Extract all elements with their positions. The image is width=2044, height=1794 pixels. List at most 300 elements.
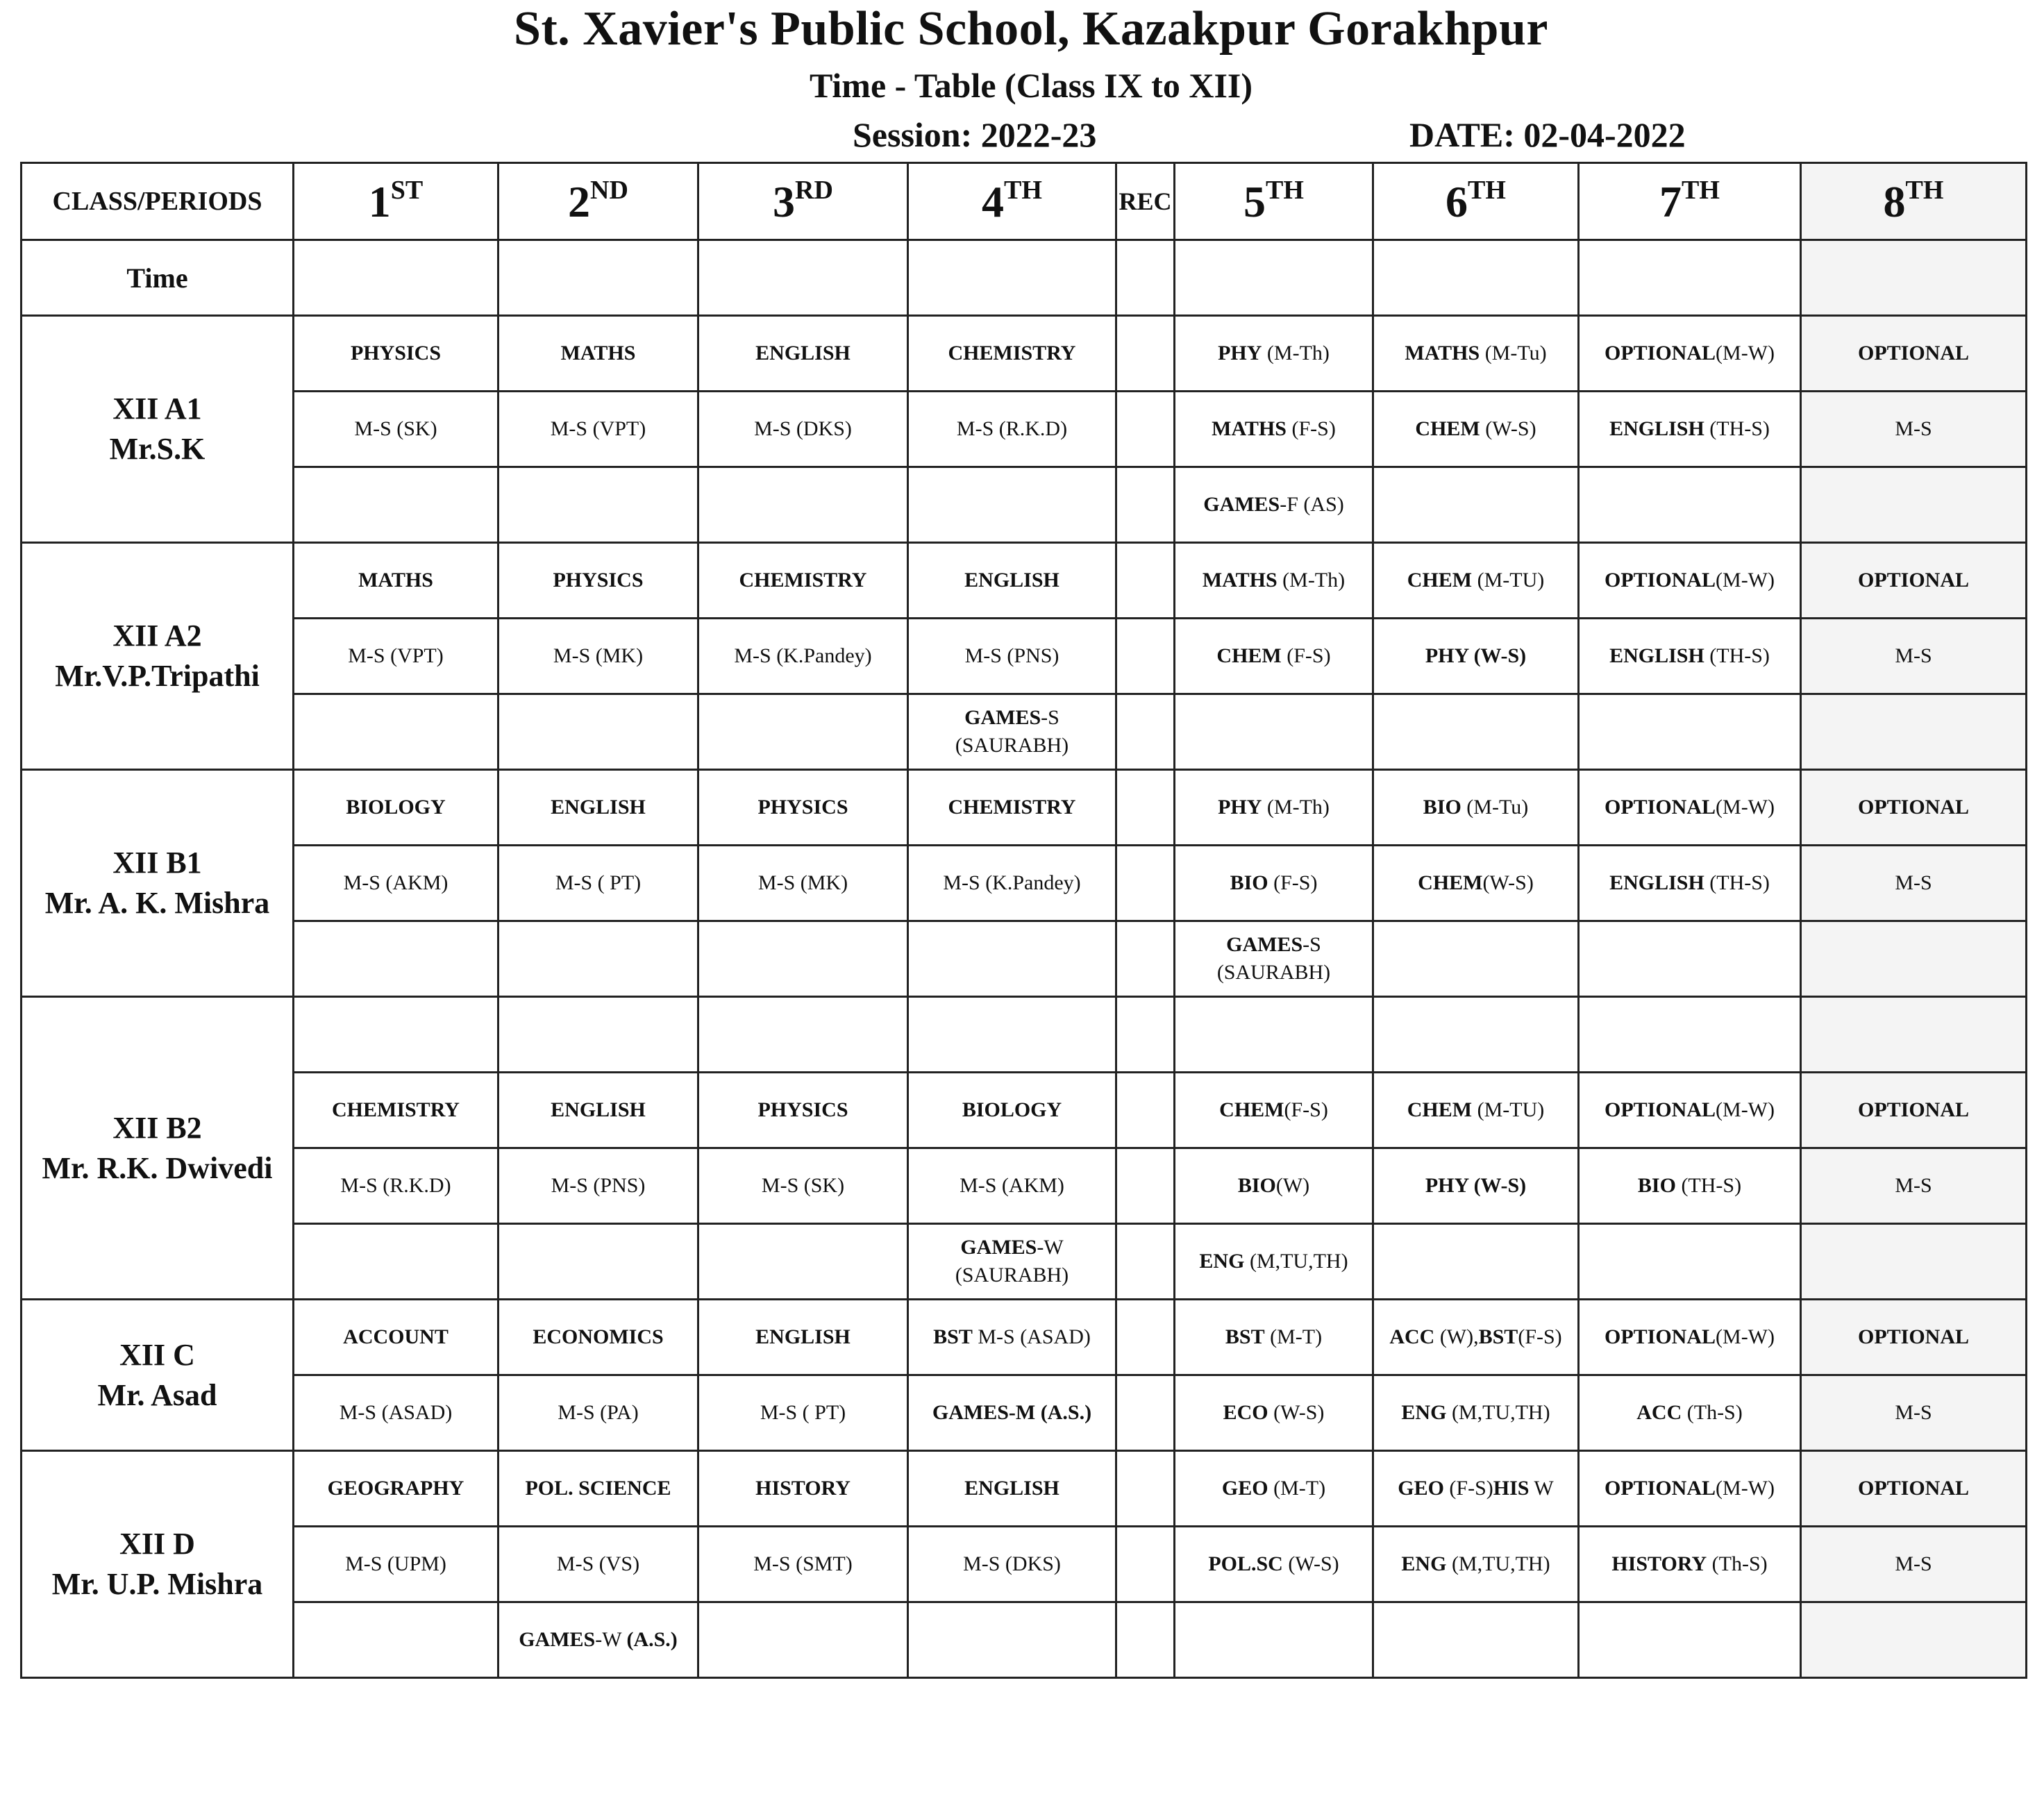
recess-cell — [1116, 1300, 1175, 1375]
subject-text: BST — [933, 1325, 973, 1348]
period-cell — [499, 997, 698, 1073]
class-name: XII C — [119, 1337, 195, 1372]
period-cell — [698, 543, 908, 619]
detail-text: M-S (SMT) — [753, 1552, 853, 1575]
period-cell — [1175, 1451, 1373, 1527]
subject-text: ENGLISH — [1609, 871, 1704, 894]
subject-text: OPTIONAL — [1857, 796, 1970, 819]
period-cell — [294, 1300, 499, 1375]
detail-text: (W) — [1275, 1174, 1310, 1197]
period-cell — [294, 997, 499, 1073]
period-cell — [1579, 770, 1801, 846]
subject-text: ENGLISH — [551, 1098, 646, 1121]
subject-text: GAMES — [1203, 493, 1280, 516]
period-cell — [499, 543, 698, 619]
period-cell — [1801, 1527, 2027, 1602]
detail-text: M-S — [1895, 644, 1932, 667]
class-slot-row — [22, 316, 2027, 392]
class-slot-row — [22, 694, 2027, 770]
detail-text: M-S (VS) — [556, 1552, 640, 1575]
subject-text: MATHS — [1405, 342, 1480, 364]
detail-text: M-S (MK) — [553, 644, 644, 667]
period-cell — [1579, 1224, 1801, 1300]
period-cell — [1373, 619, 1579, 694]
period-cell — [698, 1148, 908, 1224]
period-cell — [908, 619, 1116, 694]
period-cell — [499, 1224, 698, 1300]
subject-text: MATHS — [1212, 417, 1287, 440]
period-cell — [1175, 921, 1373, 997]
period-cell — [1373, 1073, 1579, 1148]
period-cell — [1801, 846, 2027, 921]
detail-text: (W), — [1434, 1325, 1479, 1348]
subject-text: CHEM — [1216, 644, 1282, 667]
period-cell — [294, 392, 499, 467]
subject-text: PHY (W-S) — [1425, 1174, 1527, 1197]
recess-cell — [1116, 1602, 1175, 1678]
period-cell — [1579, 1602, 1801, 1678]
period-7-header: 7TH — [1579, 163, 1801, 240]
recess-cell — [1116, 1073, 1175, 1148]
period-cell — [294, 1224, 499, 1300]
subject-text: CHEM — [1407, 569, 1473, 592]
period-cell — [908, 316, 1116, 392]
subject-text: CHEM — [1415, 417, 1480, 440]
period-cell — [908, 997, 1116, 1073]
subject-text: PHYSICS — [757, 1098, 848, 1121]
timetable-body — [22, 316, 2027, 1678]
class-slot-row — [22, 997, 2027, 1073]
recess-cell — [1116, 316, 1175, 392]
detail-text: (F-S) — [1518, 1325, 1562, 1348]
subject-text: GEO — [1221, 1477, 1268, 1500]
recess-cell — [1116, 543, 1175, 619]
period-2-header: 2ND — [499, 163, 698, 240]
detail-text: W — [1529, 1477, 1554, 1500]
period-cell — [1373, 1224, 1579, 1300]
period-cell — [1175, 543, 1373, 619]
detail-text: (W-S) — [1268, 1401, 1325, 1424]
period-cell — [698, 770, 908, 846]
period-cell — [1175, 997, 1373, 1073]
period-cell — [908, 1073, 1116, 1148]
detail-text: M-S (ASAD) — [339, 1401, 453, 1424]
subject-text: OPTIONAL — [1605, 342, 1716, 364]
subject-text: ENGLISH — [964, 569, 1059, 592]
period-cell — [1175, 1602, 1373, 1678]
subject-text: ENGLISH — [755, 1325, 851, 1348]
detail-text: M-S — [1895, 417, 1932, 440]
time-label: Time — [22, 240, 294, 316]
subject-text: HIS — [1493, 1477, 1530, 1500]
period-header-row — [22, 163, 2027, 240]
recess-header: REC — [1116, 163, 1175, 240]
period-cell — [698, 921, 908, 997]
subject-text: ENGLISH — [1609, 417, 1704, 440]
subject-text: CHEM — [1418, 871, 1483, 894]
period-cell — [908, 1375, 1116, 1451]
detail-text: (M-W) — [1716, 1098, 1775, 1121]
period-4-header: 4TH — [908, 163, 1116, 240]
period-cell — [908, 1300, 1116, 1375]
class-name: XII D — [119, 1527, 195, 1561]
class-name: XII B2 — [112, 1110, 202, 1145]
period-cell — [1801, 543, 2027, 619]
period-cell — [1175, 467, 1373, 543]
subject-text: BIO — [1230, 871, 1268, 894]
timetable — [20, 162, 2027, 1679]
period-cell — [1373, 1527, 1579, 1602]
recess-cell — [1116, 921, 1175, 997]
subject-text: HISTORY — [755, 1477, 851, 1500]
detail-text: (M,TU,TH) — [1446, 1401, 1550, 1424]
period-cell — [698, 1300, 908, 1375]
period-cell — [1801, 1375, 2027, 1451]
period-cell — [1801, 1224, 2027, 1300]
period-cell — [908, 392, 1116, 467]
period-cell — [698, 619, 908, 694]
subject-text: GAMES-M (A.S.) — [932, 1401, 1092, 1424]
period-cell — [294, 619, 499, 694]
subject-text: BIOLOGY — [346, 796, 446, 819]
session-label: Session: 2022-23 — [853, 115, 1097, 154]
recess-cell — [1116, 846, 1175, 921]
period-cell — [499, 1300, 698, 1375]
period-cell — [698, 694, 908, 770]
detail-text: M-S (AKM) — [343, 871, 449, 894]
period-cell — [1801, 316, 2027, 392]
period-cell — [294, 846, 499, 921]
class-slot-row — [22, 467, 2027, 543]
detail-text: (W-S) — [1282, 1552, 1339, 1575]
period-cell — [294, 543, 499, 619]
class-teacher: Mr. R.K. Dwivedi — [42, 1150, 273, 1185]
class-teacher: Mr.S.K — [109, 432, 206, 466]
period-cell — [499, 467, 698, 543]
period-cell — [1175, 770, 1373, 846]
class-slot-row — [22, 1602, 2027, 1678]
period-cell — [1579, 694, 1801, 770]
period-cell — [698, 1602, 908, 1678]
period-cell — [1579, 1451, 1801, 1527]
time-cell — [499, 240, 698, 316]
class-slot-row — [22, 1451, 2027, 1527]
detail-text: (TH-S) — [1704, 871, 1770, 894]
period-cell — [1175, 694, 1373, 770]
recess-cell — [1116, 1527, 1175, 1602]
period-cell — [698, 1224, 908, 1300]
subject-text: GAMES — [1226, 933, 1303, 956]
period-cell — [1175, 316, 1373, 392]
time-cell — [294, 240, 499, 316]
subject-text: OPTIONAL — [1605, 569, 1716, 592]
class-name: XII A2 — [112, 619, 202, 653]
period-cell — [1801, 694, 2027, 770]
recess-cell — [1116, 467, 1175, 543]
class-slot-row — [22, 1375, 2027, 1451]
subject-text: ENGLISH — [1609, 644, 1704, 667]
detail-text: (F-S) — [1284, 1098, 1328, 1121]
recess-cell — [1116, 392, 1175, 467]
detail-text: (F-S) — [1286, 417, 1336, 440]
period-cell — [1373, 770, 1579, 846]
period-cell — [1373, 1300, 1579, 1375]
subject-text: ACC — [1389, 1325, 1435, 1348]
subject-text: ECO — [1223, 1401, 1268, 1424]
detail-text: (M-W) — [1716, 342, 1775, 364]
detail-text: (M-T) — [1268, 1477, 1326, 1500]
period-cell — [1801, 1300, 2027, 1375]
detail-text: (TH-S) — [1675, 1174, 1742, 1197]
period-cell — [294, 316, 499, 392]
detail-text: (M-Tu) — [1480, 342, 1547, 364]
period-cell — [1373, 997, 1579, 1073]
period-cell — [1579, 997, 1801, 1073]
class-slot-row — [22, 1300, 2027, 1375]
period-cell — [1579, 1073, 1801, 1148]
school-name: St. Xavier's Public School, Kazakpur Gorakhpur — [514, 2, 1548, 56]
subject-text: HISTORY — [1611, 1552, 1707, 1575]
detail-text: M-S (UPM) — [345, 1552, 446, 1575]
subject-text: CHEM — [1407, 1098, 1473, 1121]
subject-text: ENGLISH — [755, 342, 851, 364]
recess-cell — [1116, 770, 1175, 846]
corner-label: CLASS/PERIODS — [22, 163, 294, 240]
detail-text: (F-S) — [1281, 644, 1331, 667]
period-cell — [1579, 1527, 1801, 1602]
recess-cell — [1116, 1451, 1175, 1527]
detail-text: M-S (PNS) — [964, 644, 1059, 667]
period-cell — [1801, 1073, 2027, 1148]
detail-text: M-S ( PT) — [760, 1401, 846, 1424]
detail-text: (M-W) — [1716, 1325, 1775, 1348]
subject-text: CHEMISTRY — [332, 1098, 460, 1121]
period-cell — [698, 316, 908, 392]
period-cell — [698, 1375, 908, 1451]
time-cell — [1175, 240, 1373, 316]
subject-text: ENG — [1401, 1552, 1447, 1575]
time-cell — [698, 240, 908, 316]
period-cell — [1373, 694, 1579, 770]
detail-text: (M-Th) — [1262, 796, 1330, 819]
period-cell — [1373, 1148, 1579, 1224]
period-cell — [1175, 392, 1373, 467]
detail-text: (M-TU) — [1472, 569, 1545, 592]
subject-text: GEO — [1398, 1477, 1444, 1500]
subject-text: GAMES — [519, 1628, 596, 1651]
detail-text: M-S (PNS) — [551, 1174, 646, 1197]
period-8-header: 8TH — [1801, 163, 2027, 240]
period-cell — [1579, 846, 1801, 921]
subject-text: BST — [1478, 1325, 1518, 1348]
period-cell — [908, 694, 1116, 770]
detail-text: M-S (DKS) — [963, 1552, 1061, 1575]
period-cell — [1579, 619, 1801, 694]
detail-text: (SAURABH) — [1216, 961, 1331, 984]
period-cell — [1175, 1375, 1373, 1451]
period-cell — [1373, 921, 1579, 997]
subject-text: BIOLOGY — [962, 1098, 1062, 1121]
subject-text: CHEMISTRY — [948, 796, 1076, 819]
subject-text: CHEMISTRY — [739, 569, 867, 592]
period-cell — [1373, 543, 1579, 619]
period-cell — [1175, 1224, 1373, 1300]
detail-text: M-S — [1895, 1401, 1932, 1424]
detail-text: (M-Tu) — [1461, 796, 1529, 819]
period-cell — [908, 1602, 1116, 1678]
detail-text: M-S — [1895, 871, 1932, 894]
period-cell — [1373, 1451, 1579, 1527]
class-section-cell — [22, 1300, 294, 1451]
detail-text: (Th-S) — [1707, 1552, 1768, 1575]
class-slot-row — [22, 1527, 2027, 1602]
period-cell — [908, 1224, 1116, 1300]
subject-text: ENGLISH — [551, 796, 646, 819]
period-cell — [1175, 1148, 1373, 1224]
subject-text: ECONOMICS — [533, 1325, 664, 1348]
class-section-cell — [22, 316, 294, 543]
detail-text: -S — [1041, 706, 1059, 729]
detail-text: M-S (AKM) — [960, 1174, 1064, 1197]
subject-text: OPTIONAL — [1857, 1098, 1970, 1121]
detail-text: (W-S) — [1480, 417, 1536, 440]
detail-text: M-S (VPT) — [550, 417, 646, 440]
subject-text: ACC — [1636, 1401, 1682, 1424]
detail-text: M-S (R.K.D) — [340, 1174, 451, 1197]
period-cell — [1579, 921, 1801, 997]
period-6-header: 6TH — [1373, 163, 1579, 240]
class-slot-row — [22, 619, 2027, 694]
period-cell — [1579, 1375, 1801, 1451]
subject-text: ENG — [1199, 1250, 1245, 1273]
period-cell — [1175, 1300, 1373, 1375]
class-slot-row — [22, 392, 2027, 467]
period-cell — [908, 1148, 1116, 1224]
subject-text: MATHS — [358, 569, 433, 592]
period-cell — [698, 392, 908, 467]
detail-text: M-S (PA) — [558, 1401, 639, 1424]
period-cell — [499, 1148, 698, 1224]
period-cell — [1373, 467, 1579, 543]
detail-text: M-S — [1895, 1174, 1932, 1197]
class-slot-row — [22, 846, 2027, 921]
period-cell — [1801, 1148, 2027, 1224]
period-cell — [698, 1073, 908, 1148]
class-slot-row — [22, 1224, 2027, 1300]
detail-text: -W — [595, 1628, 627, 1651]
period-cell — [294, 467, 499, 543]
period-cell — [1801, 1451, 2027, 1527]
subject-text: CHEM — [1219, 1098, 1284, 1121]
detail-text: M-S (MK) — [757, 871, 848, 894]
subject-text: OPTIONAL — [1857, 1325, 1970, 1348]
class-slot-row — [22, 1148, 2027, 1224]
subject-text: GAMES — [964, 706, 1041, 729]
recess-cell — [1116, 619, 1175, 694]
detail-text: M-S (R.K.D) — [956, 417, 1068, 440]
subject-text: OPTIONAL — [1605, 1325, 1716, 1348]
period-cell — [908, 1527, 1116, 1602]
period-cell — [908, 543, 1116, 619]
period-cell — [698, 1527, 908, 1602]
detail-text: -S — [1302, 933, 1321, 956]
period-cell — [908, 770, 1116, 846]
subject-text: PHYSICS — [553, 569, 644, 592]
period-cell — [1801, 392, 2027, 467]
detail-text: (M-W) — [1716, 796, 1775, 819]
subject-text: PHY — [1218, 342, 1262, 364]
time-cell — [908, 240, 1116, 316]
class-teacher: Mr. Asad — [97, 1377, 217, 1412]
period-cell — [1579, 316, 1801, 392]
class-teacher: Mr.V.P.Tripathi — [55, 659, 260, 693]
recess-cell — [1116, 1148, 1175, 1224]
recess-cell — [1116, 1224, 1175, 1300]
class-slot-row — [22, 770, 2027, 846]
period-cell — [499, 1375, 698, 1451]
time-row — [22, 240, 2027, 316]
period-cell — [1373, 392, 1579, 467]
detail-text: (M,TU,TH) — [1244, 1250, 1348, 1273]
subject-text: OPTIONAL — [1605, 796, 1716, 819]
period-cell — [1373, 846, 1579, 921]
subject-text: CHEMISTRY — [948, 342, 1076, 364]
period-cell — [294, 1375, 499, 1451]
class-section-cell — [22, 543, 294, 770]
subject-text: PHYSICS — [757, 796, 848, 819]
class-section-cell — [22, 770, 294, 997]
period-cell — [294, 1148, 499, 1224]
subject-text: OPTIONAL — [1605, 1477, 1716, 1500]
detail-text: (M-T) — [1264, 1325, 1323, 1348]
subject-text: BST — [1225, 1325, 1265, 1348]
class-slot-row — [22, 543, 2027, 619]
subject-text: OPTIONAL — [1857, 342, 1970, 364]
period-cell — [499, 316, 698, 392]
detail-text: -F (AS) — [1280, 493, 1344, 516]
period-cell — [1579, 1148, 1801, 1224]
period-cell — [294, 1451, 499, 1527]
class-name: XII B1 — [112, 846, 202, 880]
period-cell — [1801, 467, 2027, 543]
period-cell — [499, 1451, 698, 1527]
period-cell — [294, 694, 499, 770]
detail-text: M-S — [1895, 1552, 1932, 1575]
time-cell — [1116, 240, 1175, 316]
period-cell — [1175, 619, 1373, 694]
period-cell — [1579, 543, 1801, 619]
period-cell — [294, 1527, 499, 1602]
period-cell — [908, 1451, 1116, 1527]
subject-text: GAMES — [960, 1236, 1037, 1259]
period-cell — [1175, 846, 1373, 921]
period-3-header: 3RD — [698, 163, 908, 240]
detail-text: M-S (SK) — [354, 417, 437, 440]
period-cell — [1175, 1073, 1373, 1148]
class-section-cell — [22, 997, 294, 1300]
period-cell — [1801, 1602, 2027, 1678]
subject-text: ACCOUNT — [343, 1325, 449, 1348]
time-cell — [1373, 240, 1579, 316]
subject-text: PHY — [1218, 796, 1262, 819]
subject-text: (A.S.) — [626, 1628, 678, 1651]
recess-cell — [1116, 1375, 1175, 1451]
class-slot-row — [22, 921, 2027, 997]
period-cell — [908, 921, 1116, 997]
recess-cell — [1116, 997, 1175, 1073]
period-cell — [1801, 997, 2027, 1073]
period-cell — [499, 846, 698, 921]
